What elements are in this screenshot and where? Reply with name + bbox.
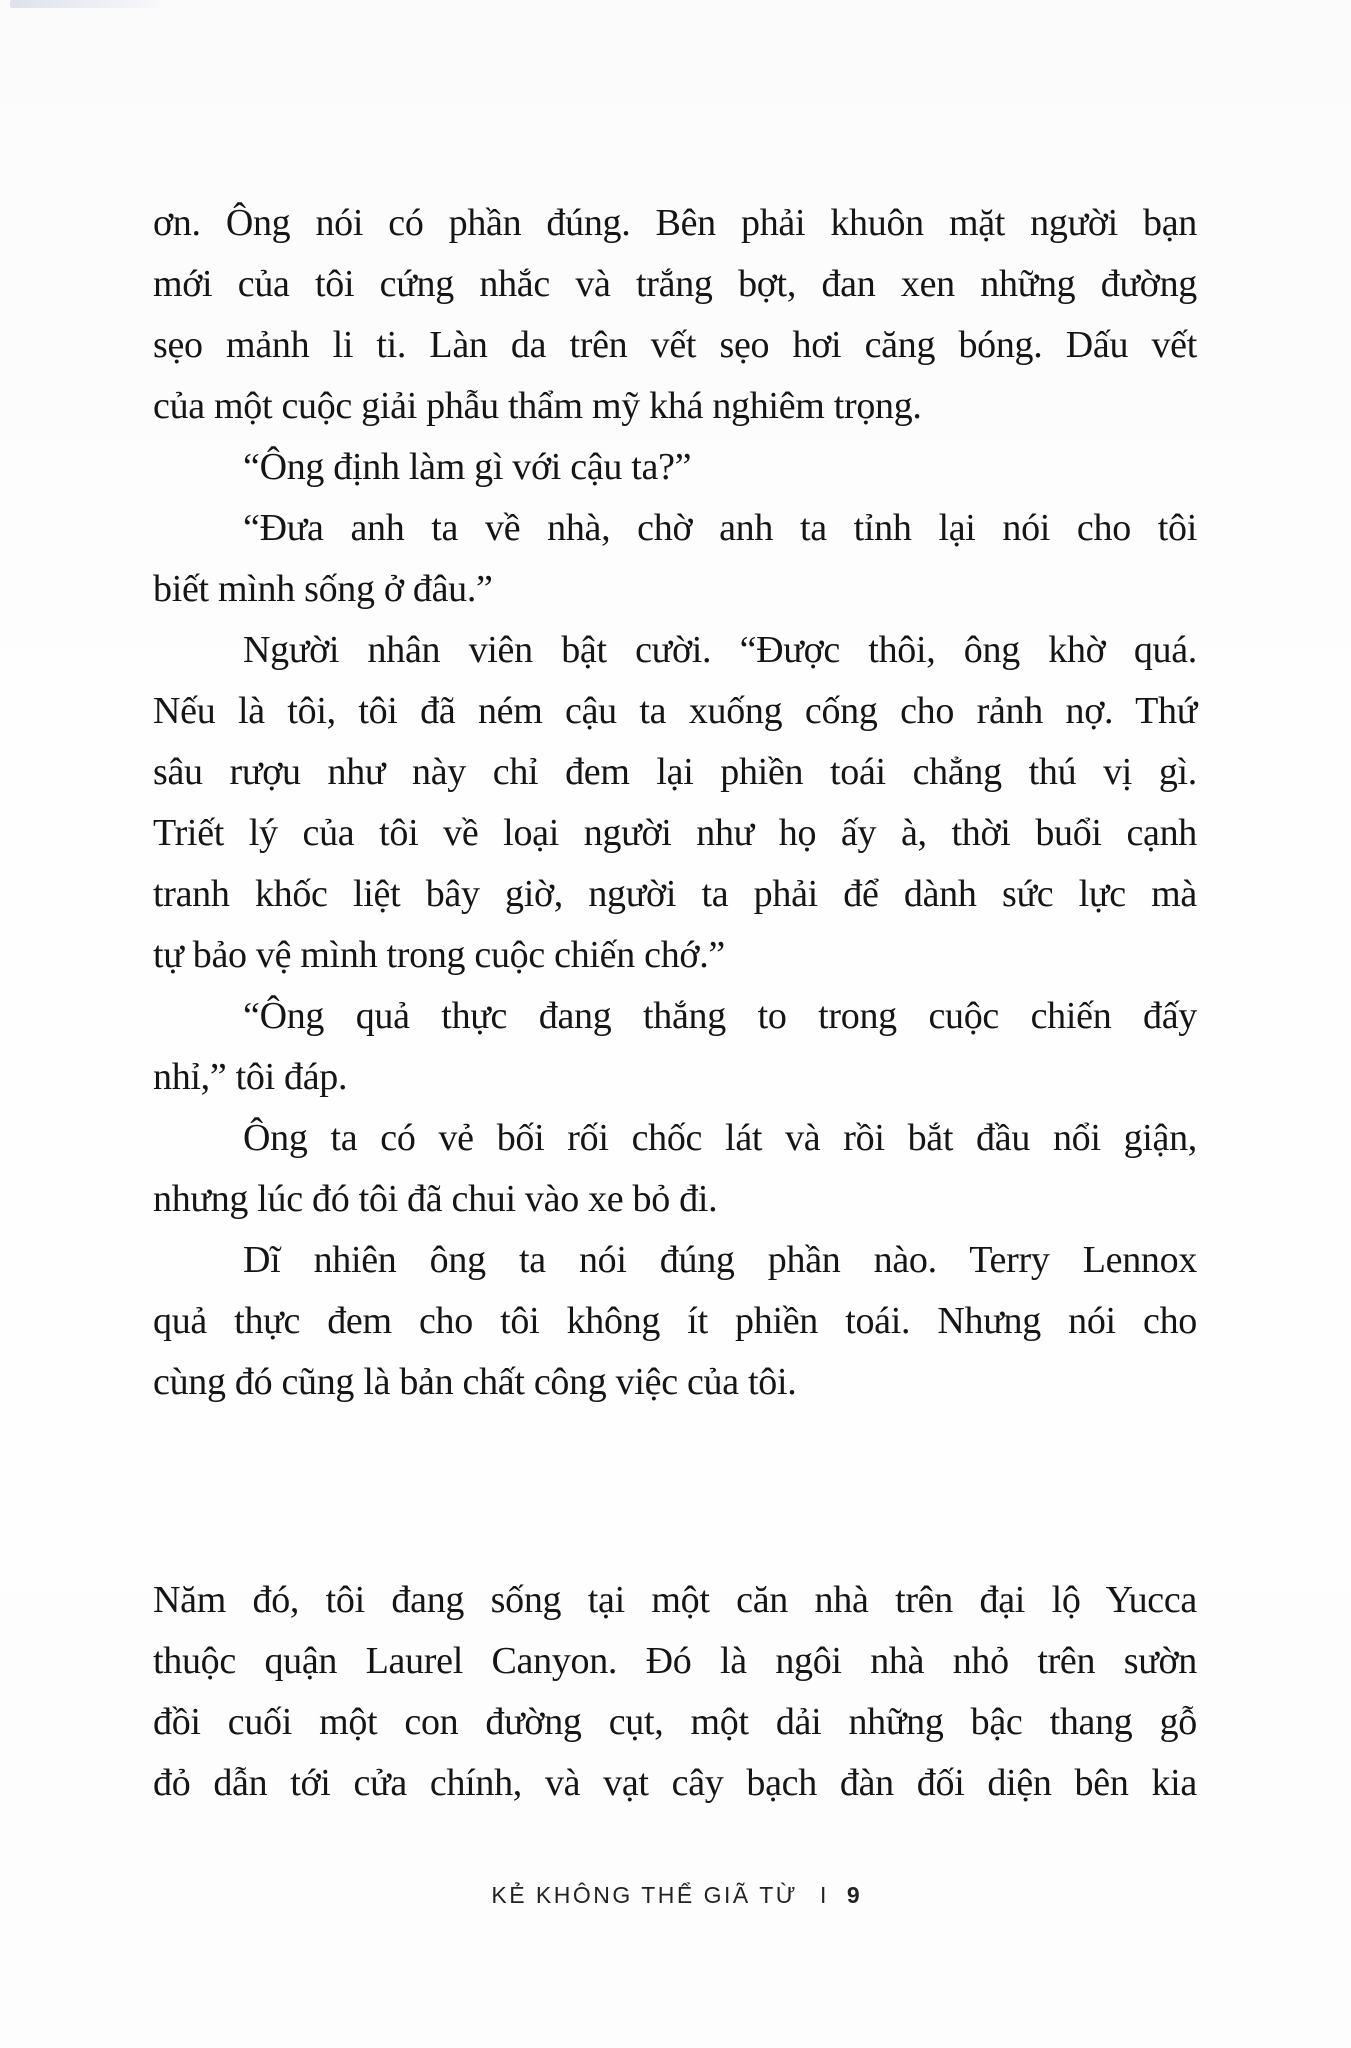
text-line: Nếu là tôi, tôi đã ném cậu ta xuống cống cho rảnh nợ. Thứ	[153, 690, 1197, 732]
scan-artifact	[10, 0, 160, 8]
text-line: thuộc quận Laurel Canyon. Đó là ngôi nhà nhỏ trên sườn	[153, 1640, 1197, 1682]
text-line: Năm đó, tôi đang sống tại một căn nhà trên đại lộ Yucca	[153, 1579, 1197, 1621]
text-line: đỏ dẫn tới cửa chính, và vạt cây bạch đàn đối diện bên kia	[153, 1762, 1197, 1804]
text-line: “Ông quả thực đang thắng to trong cuộc chiến đấy	[243, 995, 1197, 1037]
text-line: của một cuộc giải phẫu thẩm mỹ khá nghiêm trọng.	[153, 385, 922, 427]
text-line: “Đưa anh ta về nhà, chờ anh ta tỉnh lại nói cho tôi	[243, 507, 1197, 549]
text-line: nhỉ,” tôi đáp.	[153, 1056, 348, 1098]
text-line: biết mình sống ở đâu.”	[153, 568, 493, 610]
text-line: tranh khốc liệt bây giờ, người ta phải để dành sức lực mà	[153, 873, 1197, 915]
text-line: quả thực đem cho tôi không ít phiền toái. Nhưng nói cho	[153, 1300, 1197, 1342]
text-line: Người nhân viên bật cười. “Được thôi, ông khờ quá.	[243, 629, 1197, 671]
page-footer	[0, 1882, 1351, 1909]
text-line: mới của tôi cứng nhắc và trắng bợt, đan xen những đường	[153, 263, 1197, 305]
text-line: tự bảo vệ mình trong cuộc chiến chớ.”	[153, 934, 725, 976]
text-line: Dĩ nhiên ông ta nói đúng phần nào. Terry Lennox	[243, 1239, 1197, 1281]
text-line: cùng đó cũng là bản chất công việc của tôi.	[153, 1361, 797, 1403]
text-line: Ông ta có vẻ bối rối chốc lát và rồi bắt đầu nổi giận,	[243, 1117, 1197, 1159]
page-number: 9	[846, 1882, 860, 1908]
text-line: “Ông định làm gì với cậu ta?”	[243, 446, 692, 488]
footer-separator: I	[819, 1882, 829, 1908]
text-line: nhưng lúc đó tôi đã chui vào xe bỏ đi.	[153, 1178, 718, 1220]
running-title: KẺ KHÔNG THỂ GIÃ TỪ	[491, 1882, 798, 1908]
text-line: Triết lý của tôi về loại người như họ ấy à, thời buổi cạnh	[153, 812, 1197, 854]
text-line: đồi cuối một con đường cụt, một dải những bậc thang gỗ	[153, 1701, 1197, 1743]
text-line: ơn. Ông nói có phần đúng. Bên phải khuôn mặt người bạn	[153, 202, 1197, 244]
text-line: sẹo mảnh li ti. Làn da trên vết sẹo hơi căng bóng. Dấu vết	[153, 324, 1197, 366]
text-line: sâu rượu như này chỉ đem lại phiền toái chẳng thú vị gì.	[153, 751, 1197, 793]
